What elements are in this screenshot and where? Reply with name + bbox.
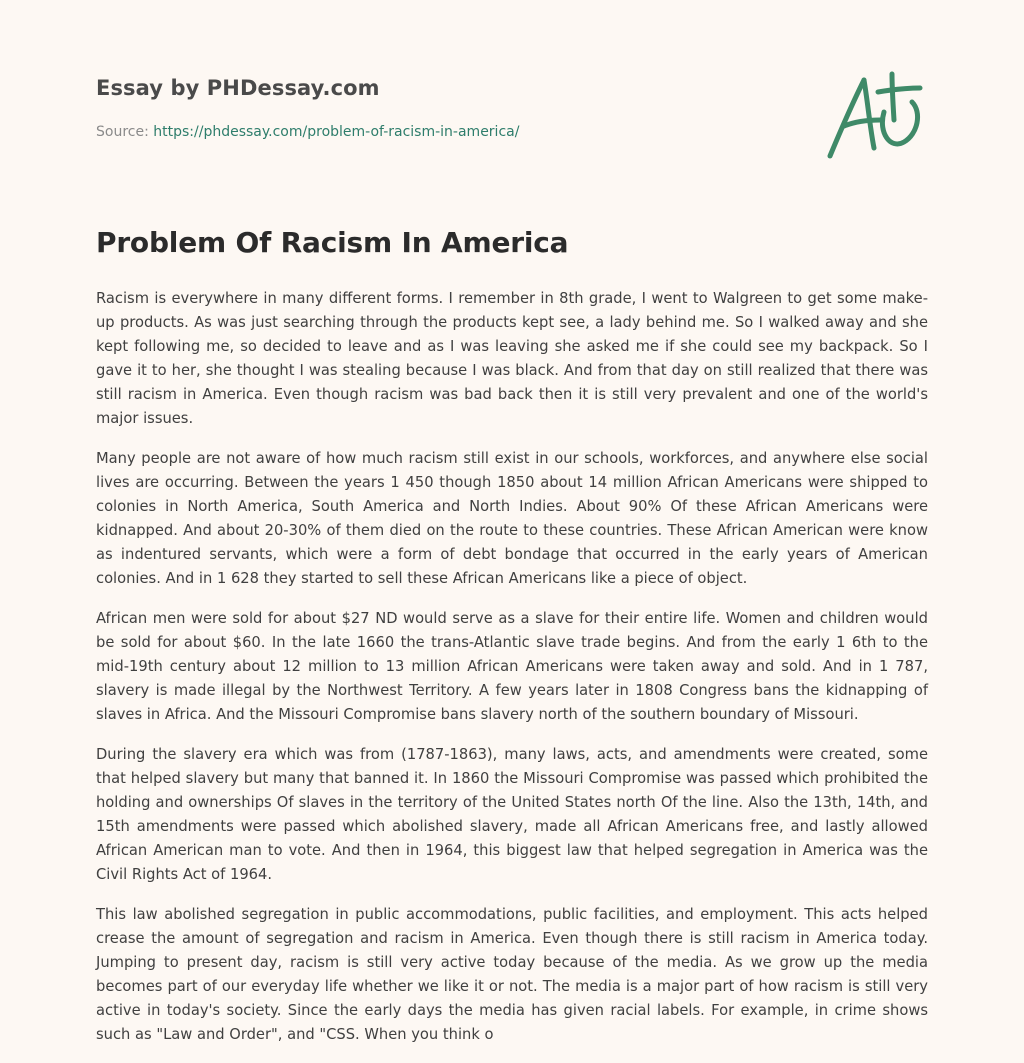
- essay-paragraph: This law abolished segregation in public accommodations, public facilities, and employment. This acts helped crease the amount of segregation and racism in America. Even though there is still racism in America today. Jumping to present day, racism is still very active today because of the media. As we grow up the media becomes part of our everyday life whether we like it or not. The media is a major part of how racism is still very active in today's society. Since the early days the media has given racial labels. For example, in crime shows such as "Law and Order", and "CSS. When you think o: [96, 906, 928, 1043]
- site-title: Essay by PHDessay.com: [96, 76, 380, 100]
- source-label: Source:: [96, 124, 149, 140]
- a-plus-logo: [826, 70, 926, 162]
- essay-paragraph: Racism is everywhere in many different forms. I remember in 8th grade, I went to Walgreen to get some make-up products. As was just searching through the products kept see, a lady behind me. So I walked away and she kept following me, so decided to leave and as I was leaving she asked me if she could see my backpack. So I gave it to her, she thought I was stealing because I was black. And from that day on still realized that there was still racism in America. Even though racism was bad back then it is still very prevalent and one of the world's major issues.: [96, 290, 928, 427]
- essay-title: Problem Of Racism In America: [96, 226, 569, 259]
- essay-paragraph: During the slavery era which was from (1787-1863), many laws, acts, and amendments were created, some that helped slavery but many that banned it. In 1860 the Missouri Compromise was passed which prohibited the holding and ownerships Of slaves in the territory of the United States north Of the line. Also the 13th, 14th, and 15th amendments were passed which abolished slavery, made all African Americans free, and lastly allowed African American man to vote. And then in 1964, this biggest law that helped segregation in America was the Civil Rights Act of 1964.: [96, 746, 928, 883]
- source-line: [96, 124, 519, 140]
- essay-body: [96, 287, 928, 1063]
- essay-paragraph: Many people are not aware of how much racism still exist in our schools, workforces, and anywhere else social lives are occurring. Between the years 1 450 though 1850 about 14 million African Americans were shipped to colonies in North America, South America and North Indies. About 90% Of these African Americans were kidnapped. And about 20-30% of them died on the route to these countries. These African American were know as indentured servants, which were a form of debt bondage that occurred in the early years of American colonies. And in 1 628 they started to sell these African Americans like a piece of object.: [96, 450, 928, 587]
- source-link[interactable]: https://phdessay.com/problem-of-racism-in-america/: [153, 124, 520, 140]
- essay-paragraph: African men were sold for about $27 ND would serve as a slave for their entire life. Women and children would be sold for about $60. In the late 1660 the trans-Atlantic slave trade begins. And from the early 1 6th to the mid-19th century about 12 million to 13 million African Americans were taken away and sold. And in 1 787, slavery is made illegal by the Northwest Territory. A few years later in 1808 Congress bans the kidnapping of slaves in Africa. And the Missouri Compromise bans slavery north of the southern boundary of Missouri.: [96, 610, 928, 723]
